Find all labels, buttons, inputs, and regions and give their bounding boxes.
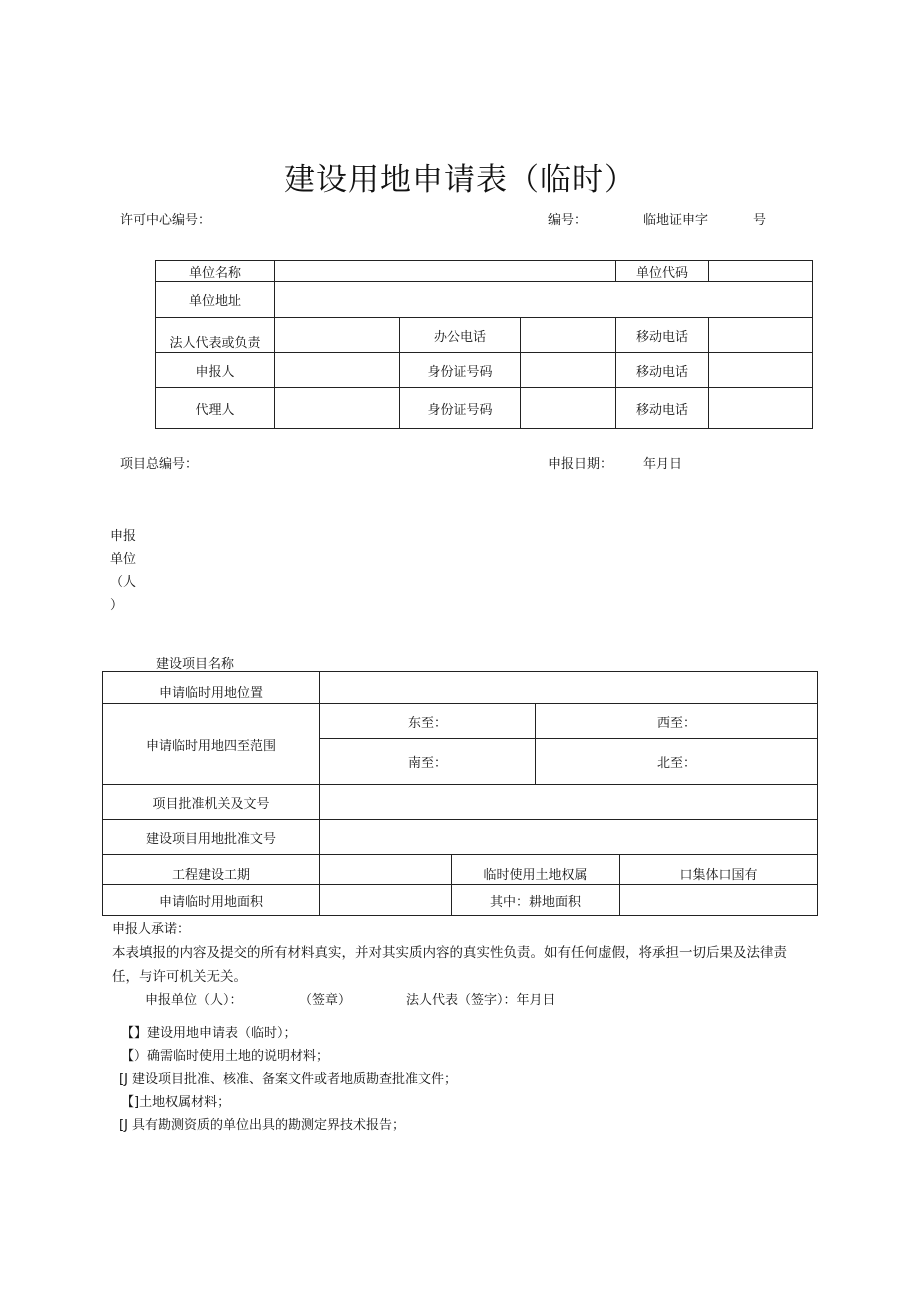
project-total-no-label: 项目总编号： [120,457,199,472]
applicant-label: 申报人 [156,353,275,388]
checklist-item: [J 具有勘测资质的单位出具的勘测定界技术报告； [119,1118,406,1133]
project-name-label: 建设项目名称 [156,657,235,672]
legal-rep-value[interactable] [275,318,400,353]
cert-prefix: 临地证申字 [643,213,709,228]
agent-label: 代理人 [156,388,275,429]
ownership-options[interactable]: 口集体口国有 [620,855,818,885]
unit-address-label: 单位地址 [156,282,275,318]
checklist-item: 【）确需临时使用土地的说明材料； [121,1049,330,1064]
id-number-label-2: 身份证号码 [400,388,521,429]
legal-sign-label: 法人代表（签字）：年月日 [406,993,556,1008]
south-label[interactable]: 南至： [320,739,536,785]
farmland-area-value[interactable] [620,885,818,916]
temp-location-value[interactable] [320,672,818,704]
sign-unit-label: 申报单位（人）： [145,993,243,1008]
east-label[interactable]: 东至： [320,704,536,739]
office-phone-label: 办公电话 [400,318,521,353]
approval-org-value[interactable] [320,785,818,820]
temp-area-value[interactable] [320,885,452,916]
side-label-2: 单位 [110,552,137,567]
commitment-heading: 申报人承诺： [112,922,191,937]
checklist-item: 【】建设用地申请表（临时）； [121,1026,297,1041]
mobile-phone-label-1: 移动电话 [616,318,709,353]
land-ownership-label: 临时使用土地权属 [452,855,620,885]
land-approval-doc-label: 建设项目用地批准文号 [103,820,320,855]
unit-name-value[interactable] [275,261,616,282]
apply-date-label: 申报日期： [548,457,614,472]
apply-date-value: 年月日 [643,457,683,472]
agent-value[interactable] [275,388,400,429]
id-number-label-1: 身份证号码 [400,353,521,388]
temp-area-label: 申请临时用地面积 [103,885,320,916]
cert-suffix: 号 [753,213,767,228]
side-label-3: （人 [110,575,137,590]
applicant-info-table [155,260,813,429]
commitment-text-1: 本表填报的内容及提交的所有材料真实，并对其实质内容的真实性负责。如有任何虚假，将承担一切后果及法律责 [112,945,787,961]
mobile-phone-value-1[interactable] [709,318,813,353]
north-label[interactable]: 北至： [536,739,818,785]
mobile-phone-value-2[interactable] [709,353,813,388]
seal-label: （签章） [299,993,352,1008]
land-info-table [102,671,818,916]
unit-address-value[interactable] [275,282,813,318]
number-label: 编号： [548,213,588,228]
mobile-phone-label-3: 移动电话 [616,388,709,429]
boundary-range-label: 申请临时用地四至范围 [103,704,320,785]
side-label-1: 申报 [110,529,137,544]
construction-period-value[interactable] [320,855,452,885]
id-number-value-1[interactable] [521,353,616,388]
west-label[interactable]: 西至： [536,704,818,739]
temp-location-label: 申请临时用地位置 [103,672,320,704]
id-number-value-2[interactable] [521,388,616,429]
side-label-4: ） [110,598,124,613]
commitment-text-2: 任，与许可机关无关。 [112,969,247,985]
office-phone-value[interactable] [521,318,616,353]
approval-org-label: 项目批准机关及文号 [103,785,320,820]
unit-code-label: 单位代码 [616,261,709,282]
unit-code-value[interactable] [709,261,813,282]
land-approval-doc-value[interactable] [320,820,818,855]
construction-period-label: 工程建设工期 [103,855,320,885]
checklist-item: [J 建设项目批准、核准、备案文件或者地质勘查批准文件； [119,1072,458,1087]
unit-name-label: 单位名称 [156,261,275,282]
mobile-phone-label-2: 移动电话 [616,353,709,388]
license-center-no-label: 许可中心编号： [120,213,212,228]
page-title: 建设用地申请表（临时） [284,162,636,198]
checklist-item: 【]土地权属材料； [121,1095,231,1110]
farmland-area-label: 其中：耕地面积 [452,885,620,916]
legal-rep-cell [156,318,275,353]
legal-rep-label: 法人代表或负责 [169,336,261,351]
applicant-value[interactable] [275,353,400,388]
mobile-phone-value-3[interactable] [709,388,813,429]
